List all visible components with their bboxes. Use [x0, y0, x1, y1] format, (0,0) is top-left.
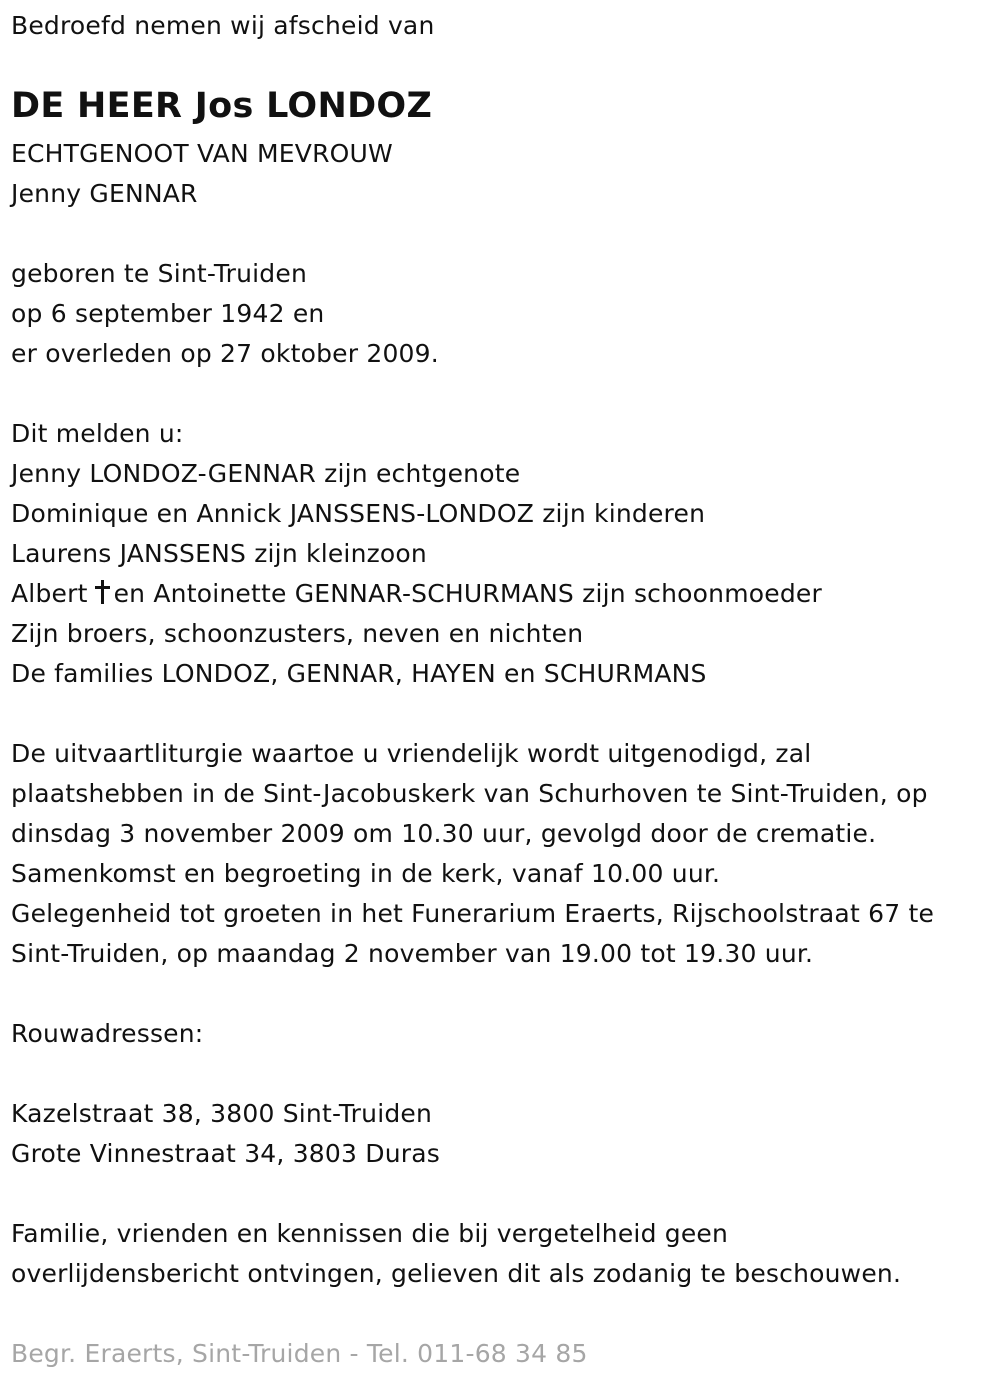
- closing-block: [11, 1214, 901, 1294]
- service-line-5: Gelegenheid tot groeten in het Funerarium Eraerts, Rijschoolstraat 67 te: [11, 899, 935, 928]
- service-line-2: plaatshebben in de Sint-Jacobuskerk van Schurhoven te Sint-Truiden, op: [11, 779, 928, 808]
- intro-text: Bedroefd nemen wij afscheid van: [11, 11, 435, 40]
- notify-line-2: Dominique en Annick JANSSENS-LONDOZ zijn kinderen: [11, 499, 706, 528]
- service-block: [11, 734, 934, 974]
- addresses-heading-block: [11, 1014, 203, 1054]
- notify-line-4-name: Albert: [11, 579, 88, 608]
- notify-line-1: Jenny LONDOZ-GENNAR zijn echtgenote: [11, 459, 521, 488]
- address-line-1: Kazelstraat 38, 3800 Sint-Truiden: [11, 1099, 433, 1128]
- notify-line-5: Zijn broers, schoonzusters, neven en nichten: [11, 619, 584, 648]
- notify-block: [11, 414, 822, 694]
- closing-line-1: Familie, vrienden en kennissen die bij vergetelheid geen: [11, 1219, 729, 1248]
- birth-line-1: geboren te Sint-Truiden: [11, 259, 307, 288]
- notify-line-6: De families LONDOZ, GENNAR, HAYEN en SCHURMANS: [11, 659, 707, 688]
- spouse-block: [11, 134, 393, 214]
- deceased-name: DE HEER Jos LONDOZ: [11, 86, 433, 126]
- service-line-3: dinsdag 3 november 2009 om 10.30 uur, gevolgd door de crematie.: [11, 819, 877, 848]
- cross-icon: [94, 580, 110, 604]
- notify-line-3: Laurens JANSSENS zijn kleinzoon: [11, 539, 427, 568]
- birth-line-3: er overleden op 27 oktober 2009.: [11, 339, 439, 368]
- birth-death-block: [11, 254, 439, 374]
- closing-line-2: overlijdensbericht ontvingen, gelieven dit als zodanig te beschouwen.: [11, 1259, 902, 1288]
- spouse-name: Jenny GENNAR: [11, 179, 198, 208]
- service-line-1: De uitvaartliturgie waartoe u vriendelijk wordt uitgenodigd, zal: [11, 739, 812, 768]
- addresses-heading: Rouwadressen:: [11, 1019, 204, 1048]
- notify-line-4: [11, 574, 822, 614]
- address-line-2: Grote Vinnestraat 34, 3803 Duras: [11, 1139, 440, 1168]
- service-line-4: Samenkomst en begroeting in de kerk, vanaf 10.00 uur.: [11, 859, 721, 888]
- birth-line-2: op 6 september 1942 en: [11, 299, 325, 328]
- service-line-6: Sint-Truiden, op maandag 2 november van 19.00 tot 19.30 uur.: [11, 939, 814, 968]
- addresses-block: [11, 1094, 440, 1174]
- funeral-home-footer: Begr. Eraerts, Sint-Truiden - Tel. 011-68 34 85: [11, 1339, 588, 1368]
- spouse-title: ECHTGENOOT VAN MEVROUW: [11, 139, 393, 168]
- notify-heading: Dit melden u:: [11, 419, 184, 448]
- notify-line-4-rest: en Antoinette GENNAR-SCHURMANS zijn schoonmoeder: [113, 579, 822, 608]
